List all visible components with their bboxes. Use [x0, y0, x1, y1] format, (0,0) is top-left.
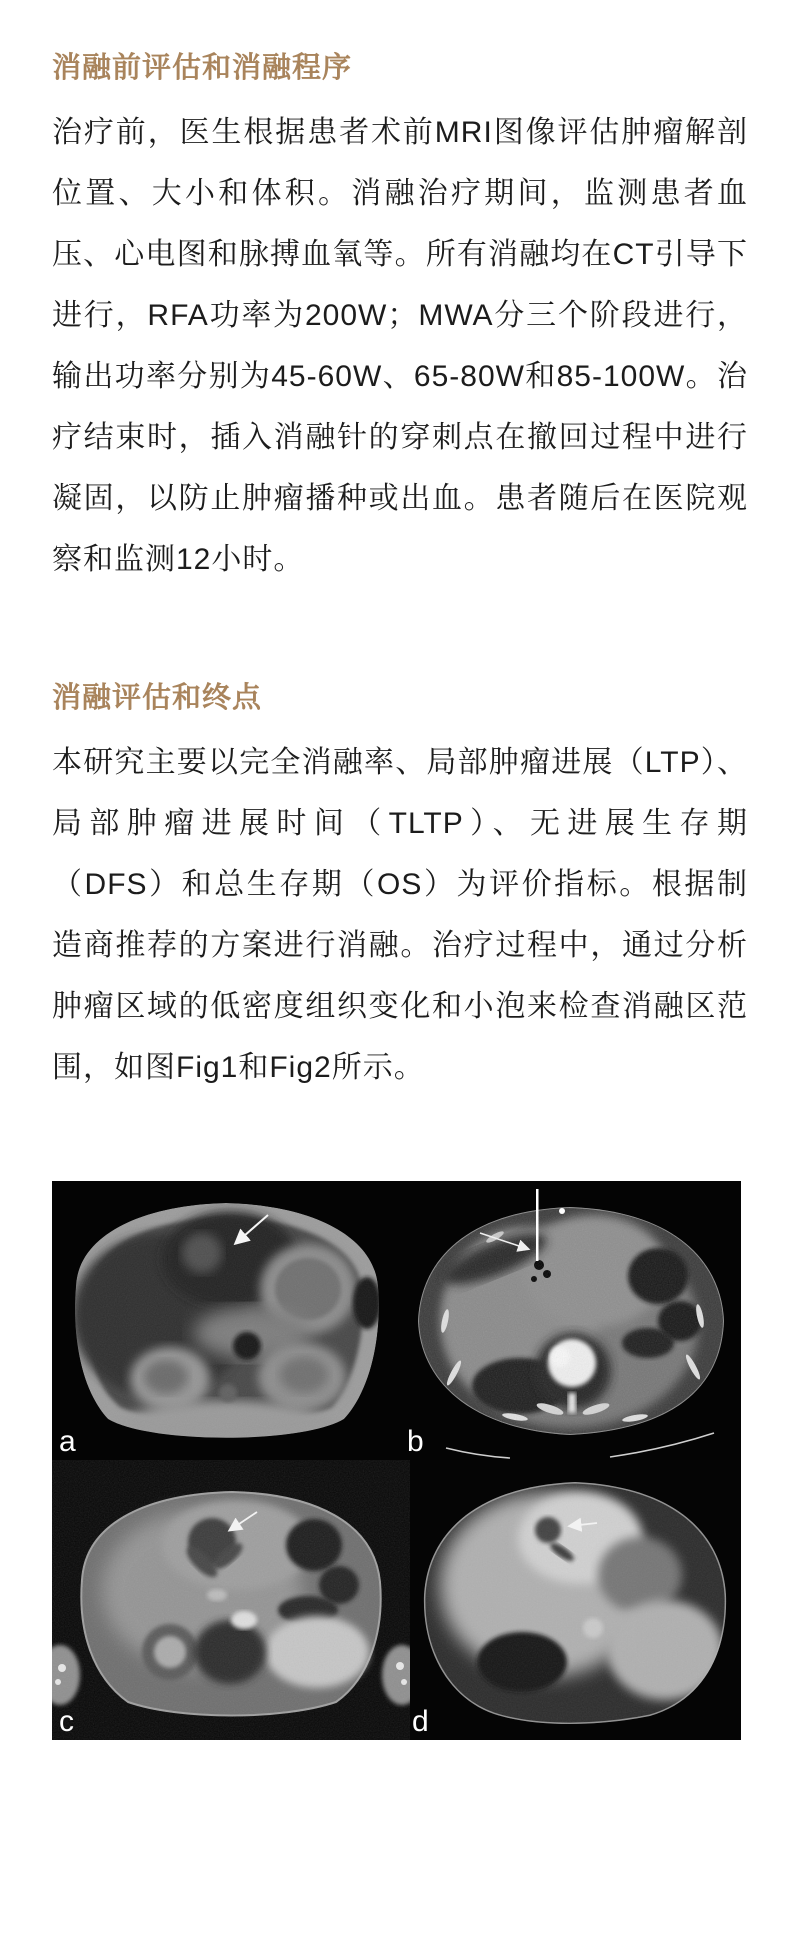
section-paragraph: 本研究主要以完全消融率、局部肿瘤进展（LTP）、局部肿瘤进展时间（TLTP）、无进展生存期（DFS）和总生存期（OS）为评价指标。根据制造商推荐的方案进行消融。治疗过程中，通过分析肿瘤区域的低密度组织变化和小泡来检查消融区范围，如图Fig1和Fig2所示。 [52, 746, 748, 1084]
panel-label-a: a [59, 1425, 76, 1458]
medical-figure [52, 1181, 741, 1740]
figure-panel-d [410, 1460, 741, 1740]
figure-panel-b [400, 1181, 741, 1460]
section-paragraph: 治疗前，医生根据患者术前MRI图像评估肿瘤解剖位置、大小和体积。消融治疗期间，监测患者血压、心电图和脉搏血氧等。所有消融均在CT引导下进行，RFA功率为200W；MWA分三个阶段进行，输出功率分别为45-60W、65-80W和85-100W。治疗结束时，插入消融针的穿刺点在撤回过程中进行凝固，以防止肿瘤播种或出血。患者随后在医院观察和监测12小时。 [52, 116, 748, 576]
ablation-needle [536, 1189, 539, 1261]
panel-label-c: c [59, 1705, 74, 1738]
article-page [0, 50, 800, 1952]
mri-scan-c-image [52, 1460, 410, 1740]
section-heading: 消融评估和终点 [52, 682, 263, 714]
figure-panel-a [52, 1181, 400, 1460]
mri-scan-d-image [410, 1460, 741, 1740]
mri-scan-a-image [52, 1181, 400, 1460]
section-ablation-endpoints [52, 680, 748, 1098]
panel-label-b: b [407, 1425, 424, 1458]
section-heading: 消融前评估和消融程序 [52, 52, 353, 84]
ct-scan-b-image [400, 1181, 741, 1460]
figure-panel-c [52, 1460, 410, 1740]
section-pre-ablation [52, 50, 748, 590]
panel-label-d: d [412, 1705, 429, 1738]
